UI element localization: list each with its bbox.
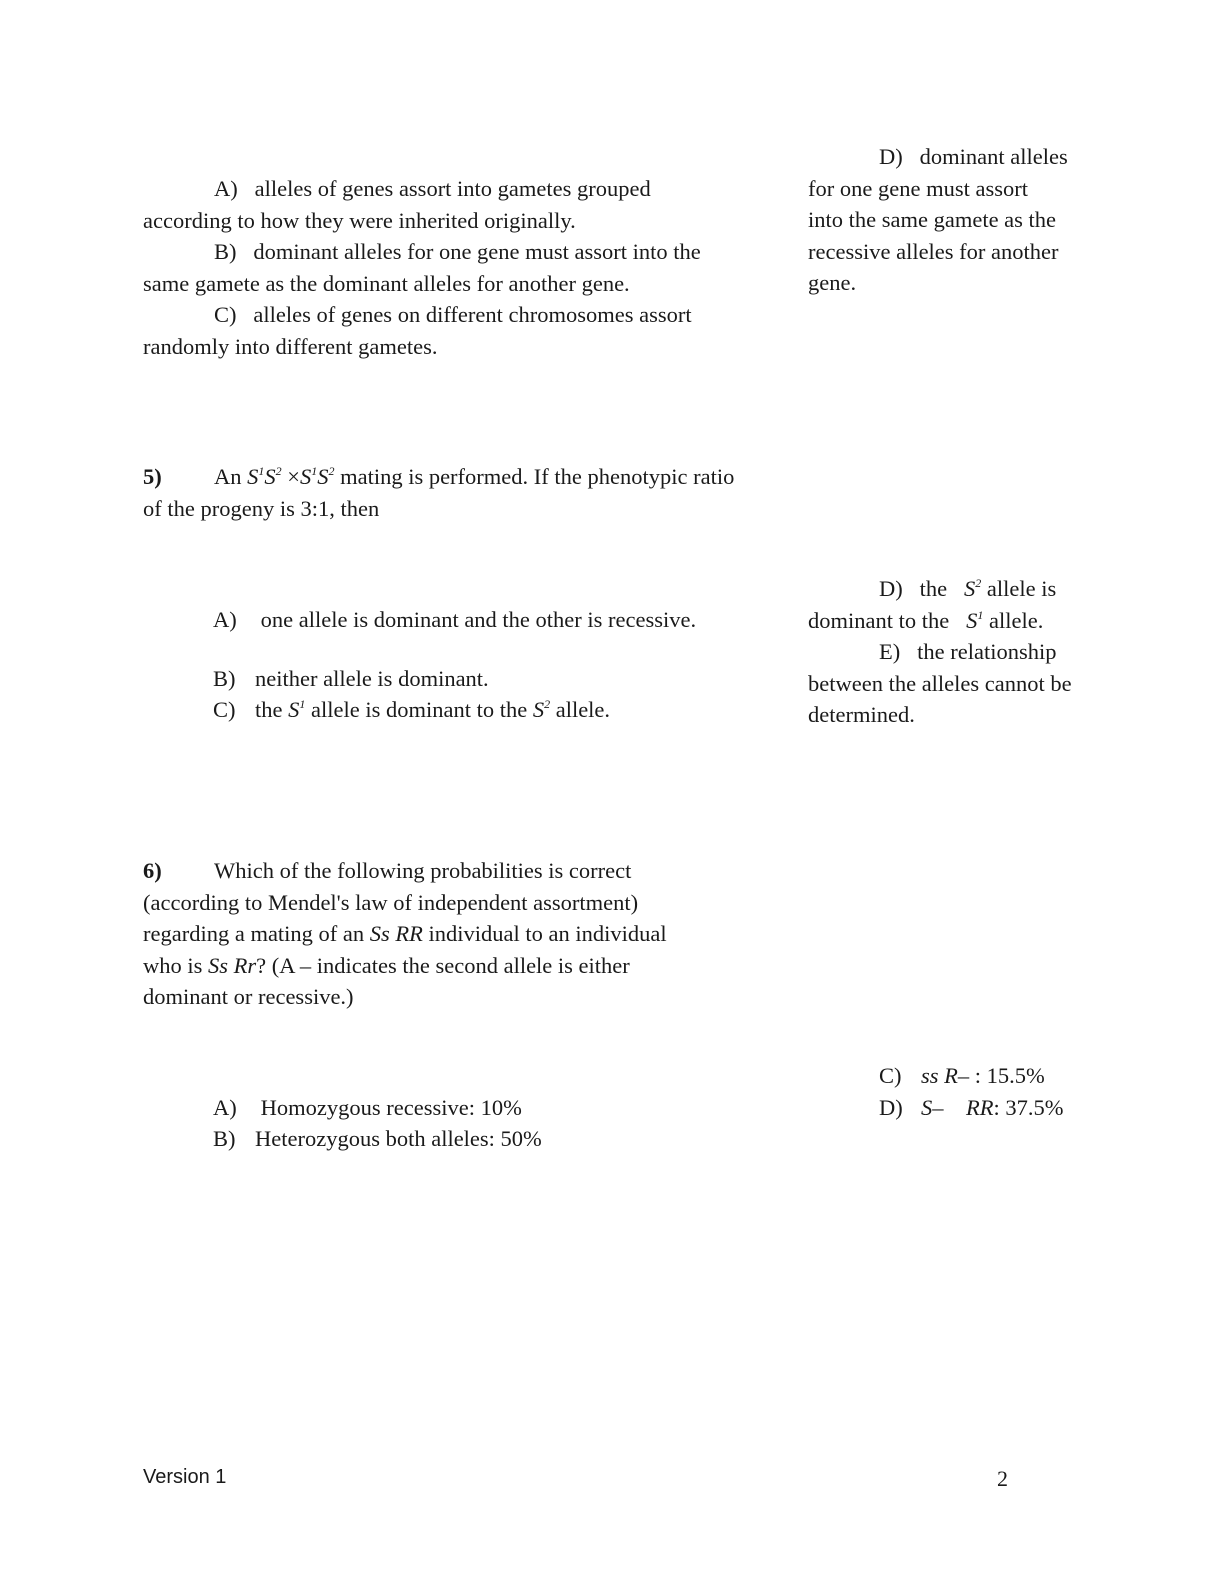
q4-option-d: D) dominant alleles for one gene must assort into the same gamete as the recessive alleles for another gene. (808, 144, 1068, 295)
q4-option-a: A) alleles of genes assort into gametes grouped according to how they were inherited originally. (143, 176, 651, 233)
q5-option-b: B) neither allele is dominant. (213, 666, 489, 691)
q5-stem: 5) An $S^1S^2 \times S^1S^2$ mating is performed. If the phenotypic ratio of the progeny is 3:1, then (143, 461, 743, 524)
q5-option-e: E) the relationship between the alleles cannot be determined. (808, 639, 1072, 727)
q6-option-b: B) Heterozygous both alleles: 50% (213, 1126, 542, 1151)
q6-option-c: C) ss R– : 15.5% (879, 1063, 1045, 1088)
q6-stem: 6) Which of the following probabilities is correct (according to Mendel's law of independent assortment) regarding a mating of an Ss RR individual to an individual who is Ss Rr? (A – indicates the second allele is either dominant or recessive.) (143, 855, 708, 1013)
q6-option-a: A) Homozygous recessive: 10% (213, 1095, 522, 1120)
q5-options-right (808, 573, 1078, 731)
q6-option-d: D) S– RR: 37.5% (879, 1095, 1064, 1120)
page-number: 2 (997, 1466, 1008, 1491)
q4-options-left (143, 173, 743, 362)
q4-option-b: B) dominant alleles for one gene must assort into the same gamete as the dominant alleles for another gene. (143, 239, 701, 296)
footer-version: Version 1 (143, 1466, 227, 1488)
q6-number: 6) (143, 858, 162, 883)
q5-option-c: C) the $S^1$ allele is dominant to the $S^2$ allele. (213, 697, 611, 722)
q5-option-d: D) the $S^2$ allele is dominant to the $S^1$ allele. (808, 576, 1057, 633)
q5-number: 5) (143, 464, 162, 489)
q4-option-c: C) alleles of genes on different chromosomes assort randomly into different gametes. (143, 302, 692, 359)
q5-option-a: A) one allele is dominant and the other is recessive. (213, 607, 697, 632)
